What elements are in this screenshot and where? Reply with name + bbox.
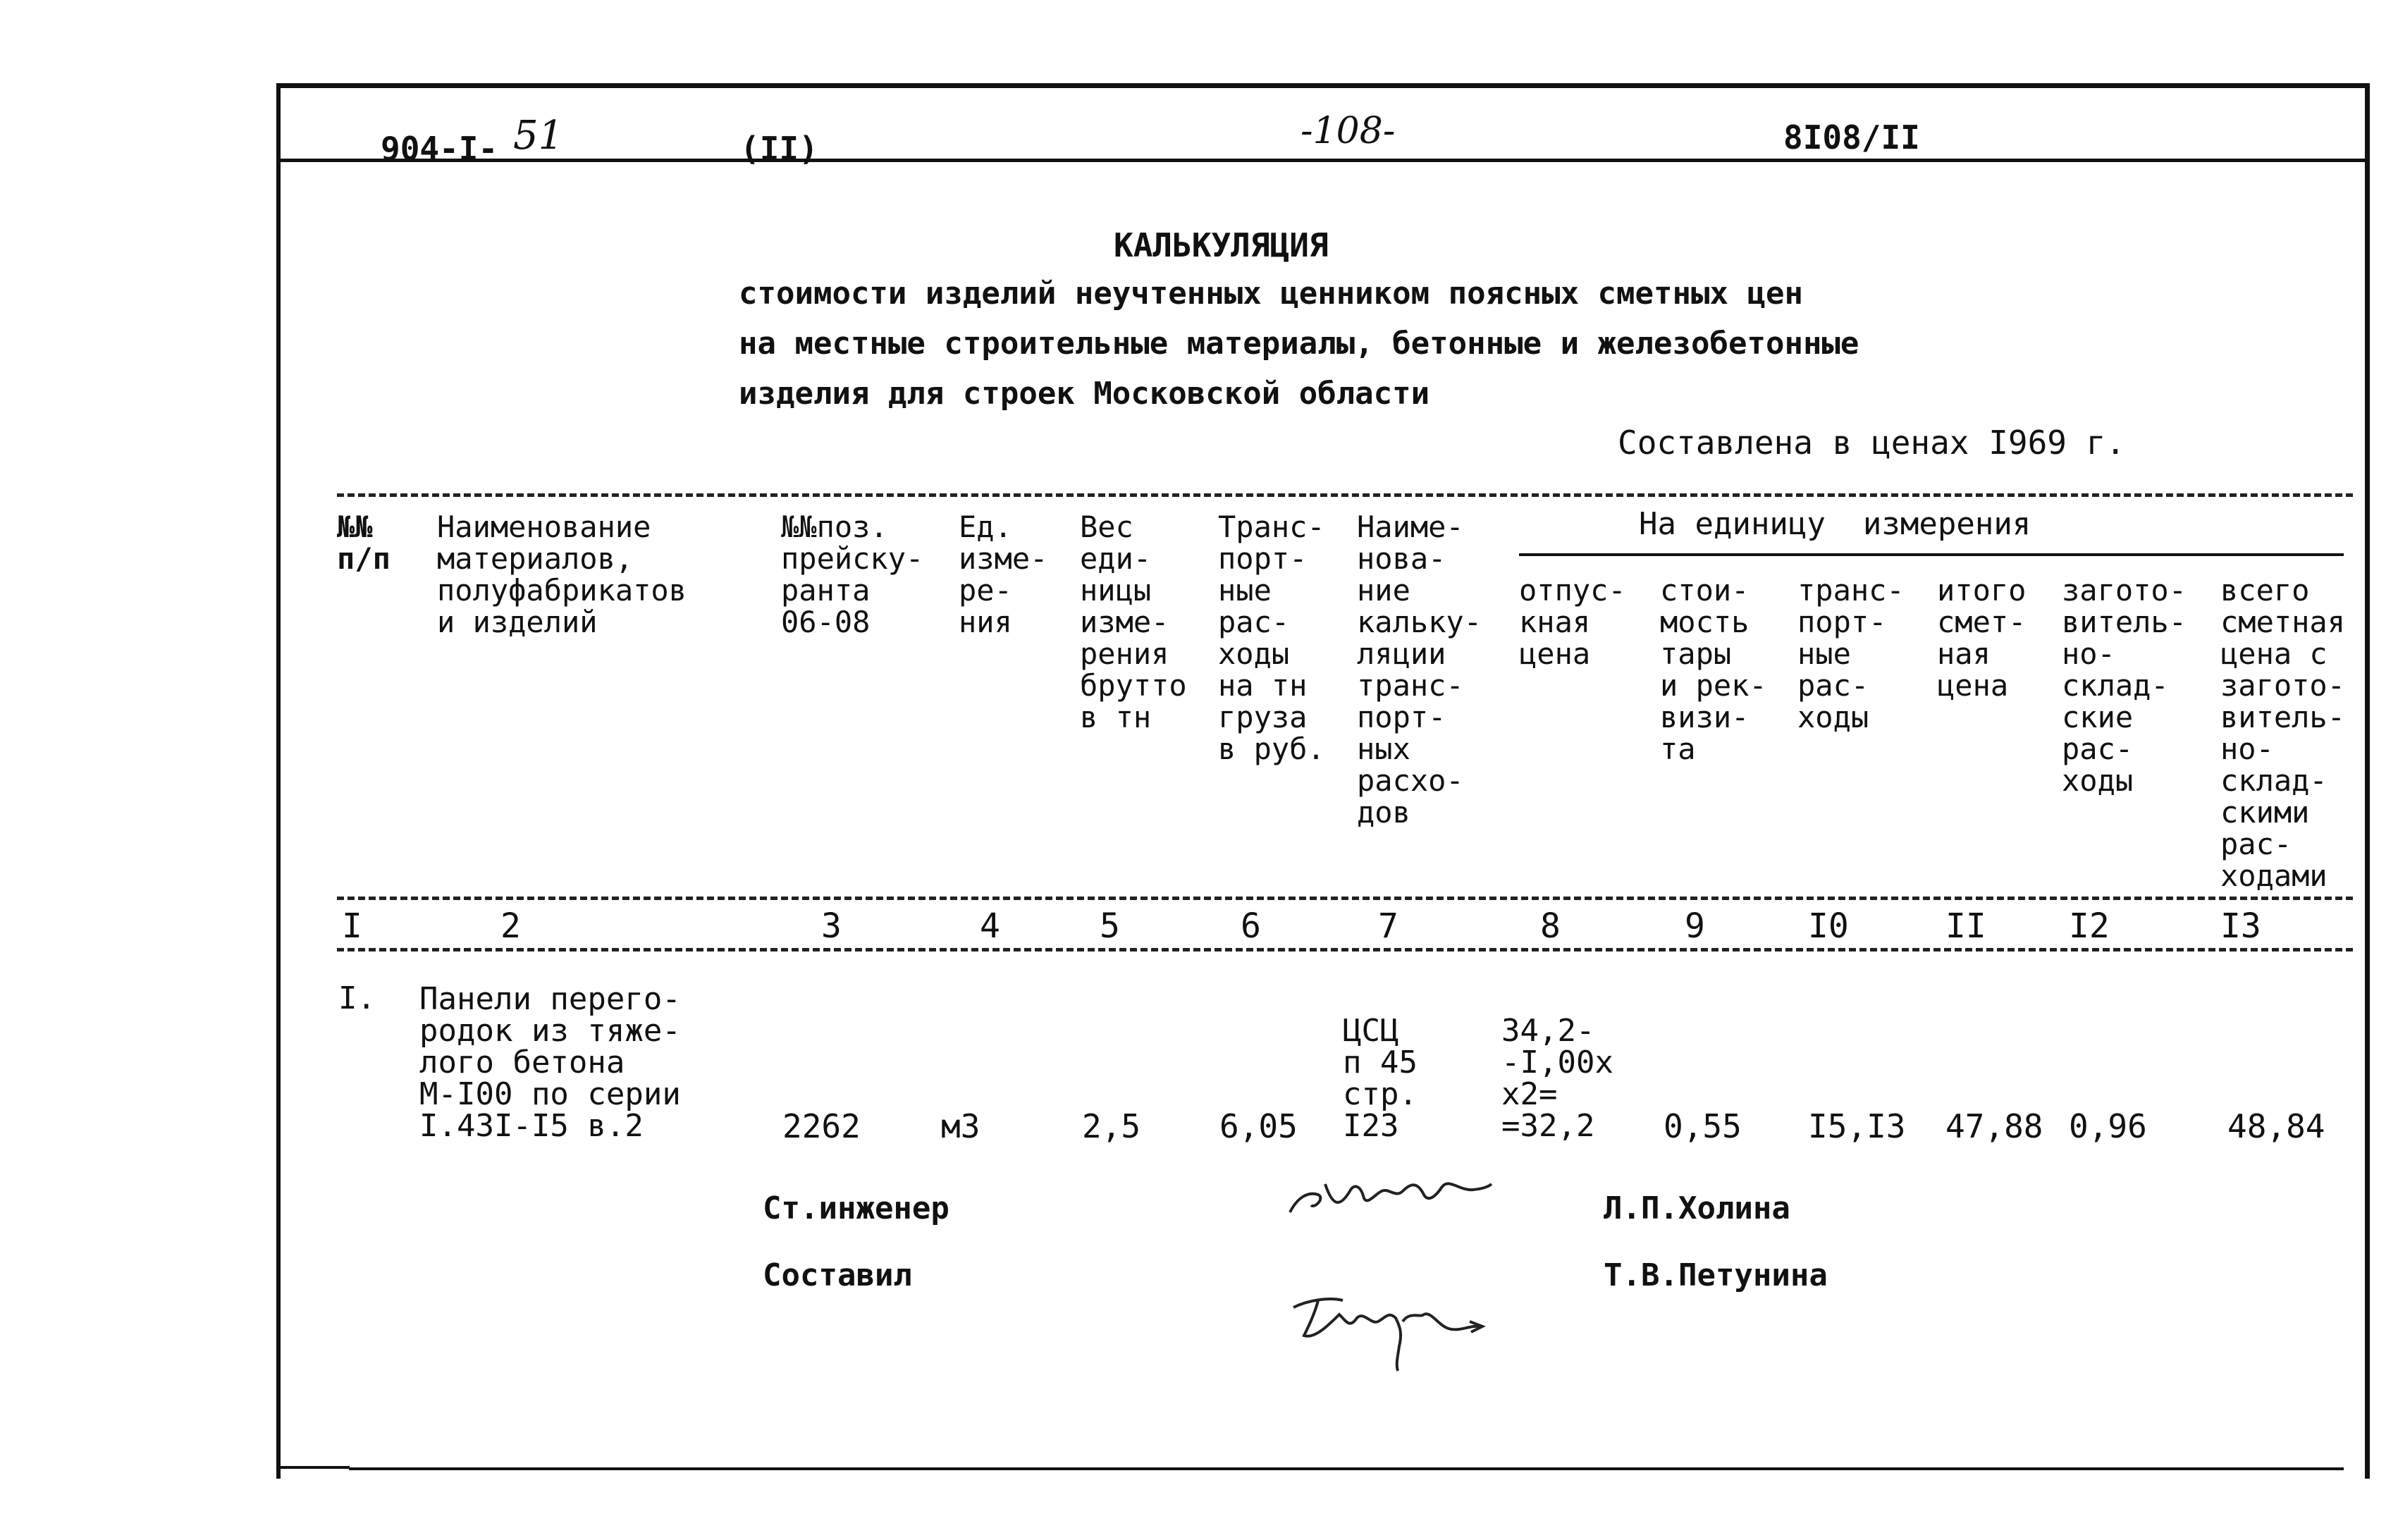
col-header-9: стои- мость тары и рек- визи- та: [1660, 573, 1767, 766]
doc-code: 904-I-: [381, 130, 498, 168]
group-header-per-unit: На единицу измерения: [1639, 506, 2031, 542]
row-material-name: Панели перего- родок из тяже- лого бетона М-I00 по серии I.43I-I5 в.2: [419, 981, 681, 1144]
col-header-2: Наименование материалов, полуфабрикатов и изделий: [437, 510, 687, 639]
row-total-price: 47,88: [1945, 1107, 2043, 1145]
col-number-2: 2: [500, 906, 521, 946]
col-number-4: 4: [980, 906, 1000, 946]
row-transport-cost: I5,I3: [1808, 1107, 1906, 1145]
title-line-1: стоимости изделий неучтенных ценником поясных сметных цен: [739, 276, 1803, 312]
col-header-10: транс- порт- ные рас- ходы: [1797, 573, 1905, 734]
col-header-5: Вес еди- ницы изме- рения брутто в тн: [1080, 510, 1187, 734]
col-number-7: 7: [1378, 906, 1398, 946]
header-rule: [279, 159, 2367, 162]
doc-number: 8I08/II: [1783, 118, 1920, 156]
handwritten-signature-1: [1283, 1156, 1494, 1226]
col-header-13: всего сметная цена с заготo- витель- но- склад- скими рас- ходами: [2220, 573, 2346, 893]
col-number-5: 5: [1100, 906, 1120, 946]
frame-left: [276, 83, 281, 1479]
frame-bottom-left: [279, 1466, 350, 1469]
row-container-cost: 0,55: [1664, 1107, 1742, 1145]
document-heading: КАЛЬКУЛЯЦИЯ: [1114, 226, 1329, 264]
signature-role-compiler: Составил: [763, 1257, 912, 1293]
col-number-12: I2: [2069, 906, 2110, 946]
col-header-3: №№поз. прейску- ранта 06-08: [781, 510, 924, 639]
title-line-2: на местные строительные материалы, бетонные и железобетонные: [739, 326, 1859, 362]
row-calculation-name: ЦСЦ п 45 стр. I23: [1343, 1013, 1418, 1144]
column-numbers-top-rule: [337, 897, 2353, 900]
frame-top: [276, 83, 2370, 88]
signature-name-engineer: Л.П.Холина: [1604, 1190, 1790, 1226]
col-number-1: I: [342, 906, 362, 946]
doc-code-handwritten: 51: [513, 113, 564, 159]
row-release-price: 34,2- -I,00х х2= =32,2: [1501, 1013, 1613, 1144]
group-header-rule: [1519, 553, 2344, 556]
row-price-position: 2262: [782, 1107, 861, 1145]
col-number-11: II: [1945, 906, 1986, 946]
signature-name-compiler: Т.В.Петунина: [1604, 1257, 1828, 1293]
title-line-3: изделия для строек Московской области: [739, 376, 1430, 412]
col-number-13: I3: [2220, 906, 2261, 946]
doc-issue: (II): [740, 130, 818, 168]
col-header-12: загото- витель- но- склад- ские рас- ходы: [2062, 573, 2187, 798]
handwritten-signature-2: [1279, 1283, 1491, 1374]
col-header-11: итого смет- ная цена: [1937, 573, 2027, 703]
col-header-8: отпус- кная цена: [1519, 573, 1626, 671]
table-top-rule: [337, 493, 2353, 497]
row-weight: 2,5: [1082, 1107, 1141, 1145]
col-header-7: Наиме- нова- ние кальку- ляции транс- порт- ных расхо- дов: [1357, 510, 1482, 830]
col-number-10: I0: [1808, 906, 1849, 946]
col-number-8: 8: [1540, 906, 1561, 946]
col-header-6: Транс- порт- ные рас- ходы на тн груза в руб.: [1218, 510, 1325, 766]
row-transport-rate: 6,05: [1219, 1107, 1298, 1145]
price-basis-note: Составлена в ценах I969 г.: [1618, 424, 2126, 462]
page-number: -108-: [1301, 110, 1396, 152]
frame-bottom: [349, 1467, 2344, 1470]
row-unit: м3: [941, 1107, 980, 1145]
row-number: I.: [338, 980, 376, 1016]
row-storage-cost: 0,96: [2069, 1107, 2147, 1145]
col-number-6: 6: [1241, 906, 1261, 946]
frame-right: [2365, 83, 2370, 1479]
col-header-4: Ед. изме- ре- ния: [959, 510, 1048, 639]
signature-role-engineer: Ст.инженер: [763, 1190, 949, 1226]
col-number-3: 3: [821, 906, 842, 946]
row-grand-total: 48,84: [2227, 1107, 2325, 1145]
col-number-9: 9: [1685, 906, 1705, 946]
col-header-1: №№ п/п: [337, 510, 391, 576]
column-numbers-bottom-rule: [337, 948, 2353, 951]
